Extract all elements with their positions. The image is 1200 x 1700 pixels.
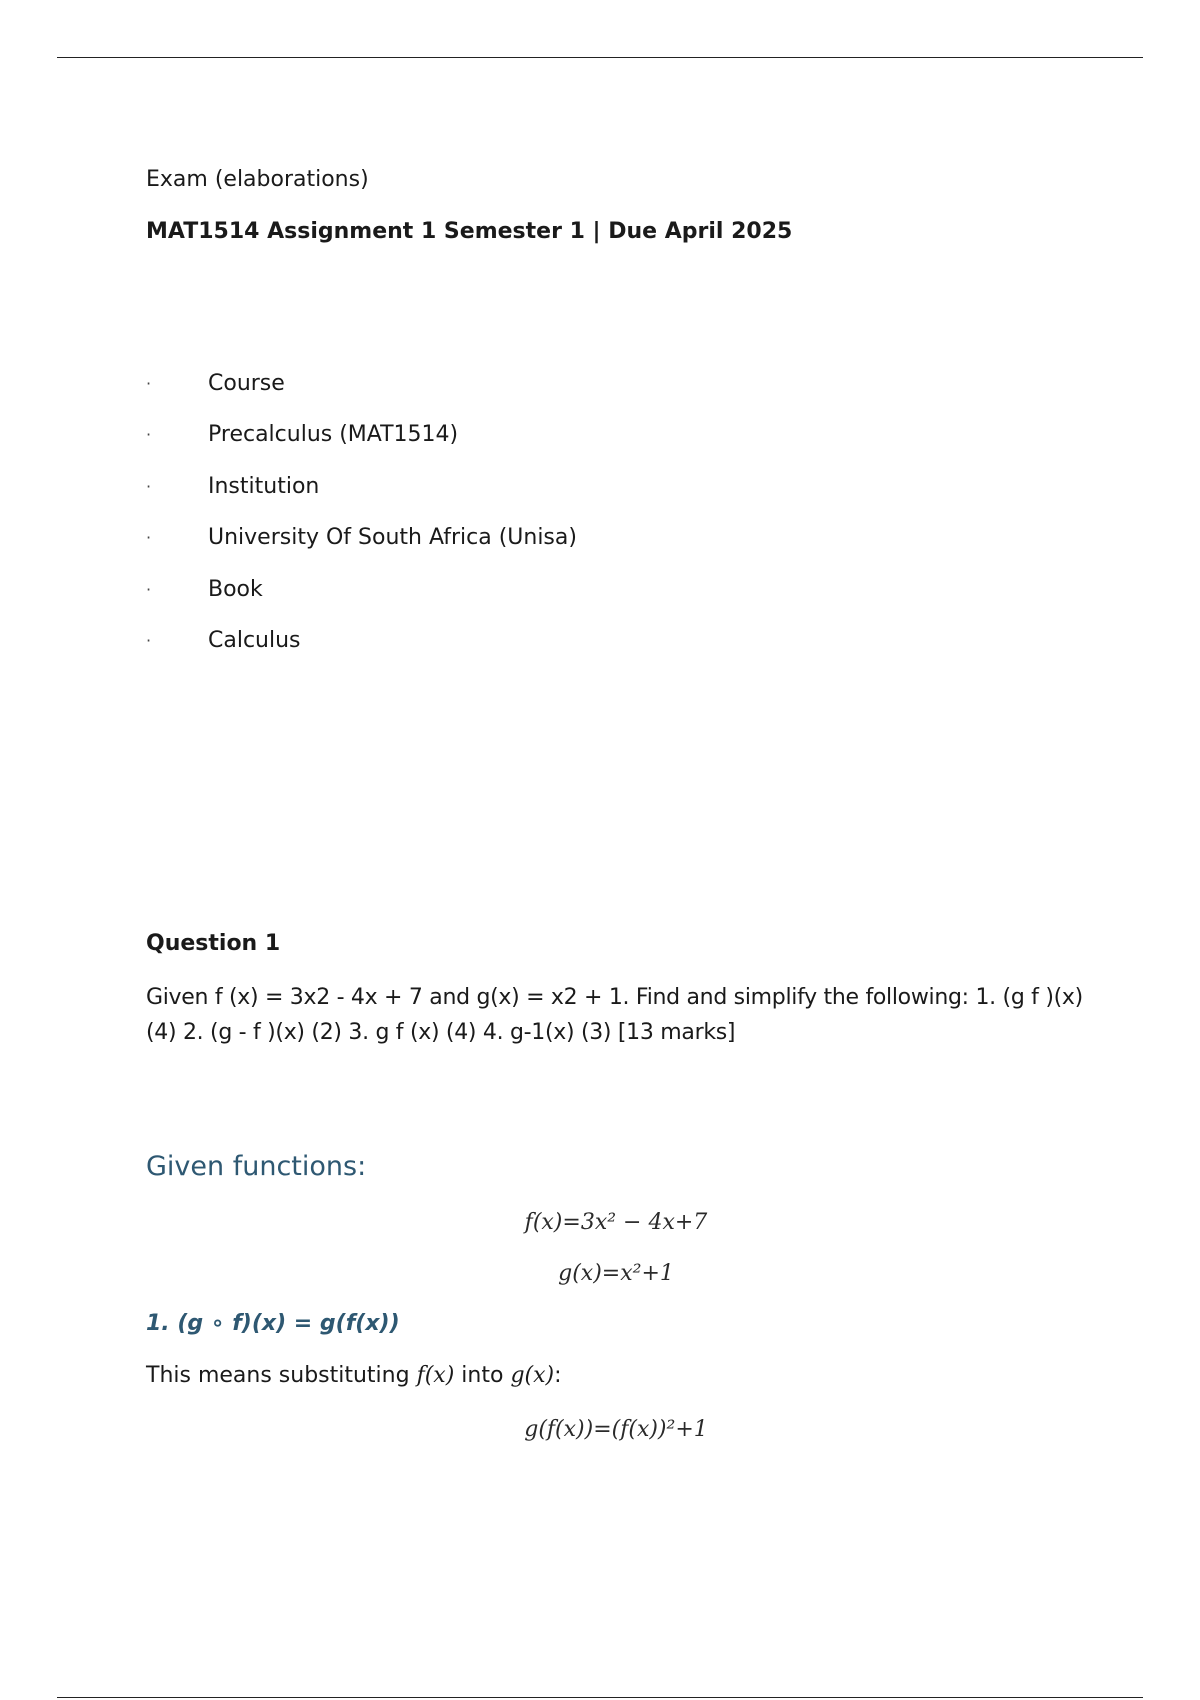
top-rule bbox=[57, 57, 1143, 58]
step-text-part: into bbox=[454, 1363, 511, 1388]
document-title: MAT1514 Assignment 1 Semester 1 | Due April 2025 bbox=[146, 219, 793, 244]
meta-item-label: University Of South Africa (Unisa) bbox=[208, 525, 577, 551]
meta-item-label: Book bbox=[208, 576, 263, 602]
bullet-icon: · bbox=[146, 425, 152, 445]
meta-item-label: Institution bbox=[208, 473, 320, 499]
question-heading: Question 1 bbox=[146, 931, 281, 956]
bottom-rule bbox=[57, 1697, 1143, 1698]
document-type: Exam (elaborations) bbox=[146, 167, 369, 192]
formula-g: g(x)=x²+1 bbox=[558, 1261, 674, 1286]
bullet-icon: · bbox=[146, 630, 152, 650]
question-text: Given f (x) = 3x2 - 4x + 7 and g(x) = x2 + 1. Find and simplify the following: 1. (g f )(x) (4) 2. (g - f )(x) (2) 3. g f (x) (4) 4. g-1(x) (3) [13 marks] bbox=[146, 985, 1083, 1045]
meta-item-label: Course bbox=[208, 371, 285, 396]
step-heading: 1. (g ∘ f)(x) = g(f(x)) bbox=[146, 1311, 400, 1336]
step-text-part: This means substituting bbox=[146, 1363, 417, 1388]
inline-math: g(x) bbox=[510, 1363, 555, 1388]
bullet-icon: · bbox=[146, 579, 152, 599]
bullet-icon: · bbox=[146, 374, 152, 393]
formula-f: f(x)=3x² − 4x+7 bbox=[524, 1210, 708, 1235]
meta-item-label: Calculus bbox=[208, 627, 301, 653]
meta-item-label: Precalculus (MAT1514) bbox=[208, 422, 459, 448]
section-heading: Given functions: bbox=[146, 1151, 367, 1182]
bullet-icon: · bbox=[146, 476, 152, 496]
formula-composition: g(f(x))=(f(x))²+1 bbox=[524, 1417, 708, 1442]
step-explanation bbox=[146, 1362, 562, 1390]
step-text-part: : bbox=[554, 1363, 562, 1388]
bullet-icon: · bbox=[146, 528, 152, 548]
inline-math: f(x) bbox=[416, 1363, 455, 1388]
